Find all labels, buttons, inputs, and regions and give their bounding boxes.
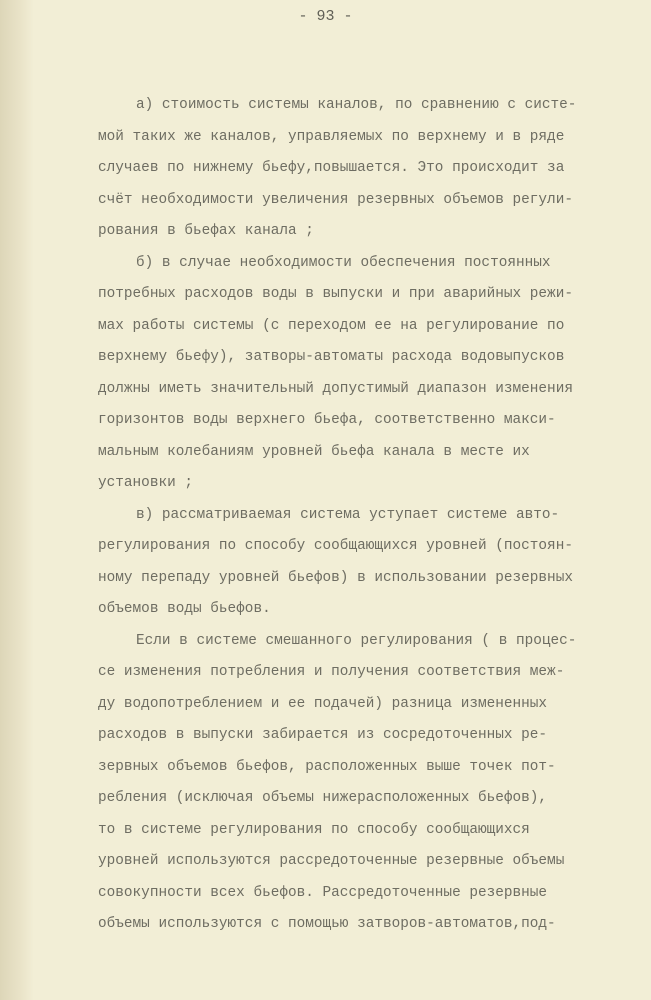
text-line: а) стоимость системы каналов, по сравнению с систе- — [136, 97, 577, 113]
text-line: случаев по нижнему бьефу,повышается. Это происходит за — [98, 160, 565, 176]
text-line: рования в бьефах канала ; — [98, 223, 314, 239]
text-line: се изменения потребления и получения соответствия меж- — [98, 664, 565, 680]
page-number: - 93 - — [298, 8, 353, 25]
text-line: то в системе регулирования по способу сообщающихся — [98, 821, 530, 838]
text-line: в) рассматриваемая система уступает системе авто- — [136, 506, 560, 523]
text-line: должны иметь значительный допустимый диапазон изменения — [98, 380, 573, 397]
text-line: объемы используются с помощью затворов-автоматов,под- — [98, 916, 556, 932]
text-line: б) в случае необходимости обеспечения постоянных — [136, 254, 551, 271]
text-line: расходов в выпуски забирается из сосредоточенных ре- — [98, 727, 548, 743]
page-edge-shadow — [0, 0, 34, 1000]
text-line: мальным колебаниям уровней бьефа канала в месте их — [98, 443, 530, 460]
text-line: мой таких же каналов, управляемых по верхнему и в ряде — [98, 128, 565, 145]
text-line: мах работы системы (с переходом ее на регулирование по — [98, 317, 565, 334]
text-line: установки ; — [98, 475, 193, 491]
text-line: регулирования по способу сообщающихся уровней (постоян- — [98, 538, 573, 554]
text-line: верхнему бьефу), затворы-автоматы расхода водовыпусков — [98, 349, 565, 365]
text-line: счёт необходимости увеличения резервных объемов регули- — [98, 191, 573, 208]
text-line: ному перепаду уровней бьефов) в использовании резервных — [98, 569, 573, 586]
text-line: совокупности всех бьефов. Рассредоточенные резервные — [98, 884, 548, 901]
text-line: Если в системе смешанного регулирования ( в процес- — [136, 632, 577, 649]
document-body — [98, 90, 618, 941]
text-line: зервных объемов бьефов, расположенных выше точек пот- — [98, 758, 556, 775]
text-line: горизонтов воды верхнего бьефа, соответственно макси- — [98, 412, 556, 428]
text-line: потребных расходов воды в выпуски и при аварийных режи- — [98, 286, 573, 302]
text-line: уровней используются рассредоточенные резервные объемы — [98, 853, 565, 869]
text-line: ду водопотреблением и ее подачей) разница измененных — [98, 695, 548, 712]
text-line: ребления (исключая объемы нижерасположенных бьефов), — [98, 790, 548, 806]
text-line: объемов воды бьефов. — [98, 601, 271, 617]
